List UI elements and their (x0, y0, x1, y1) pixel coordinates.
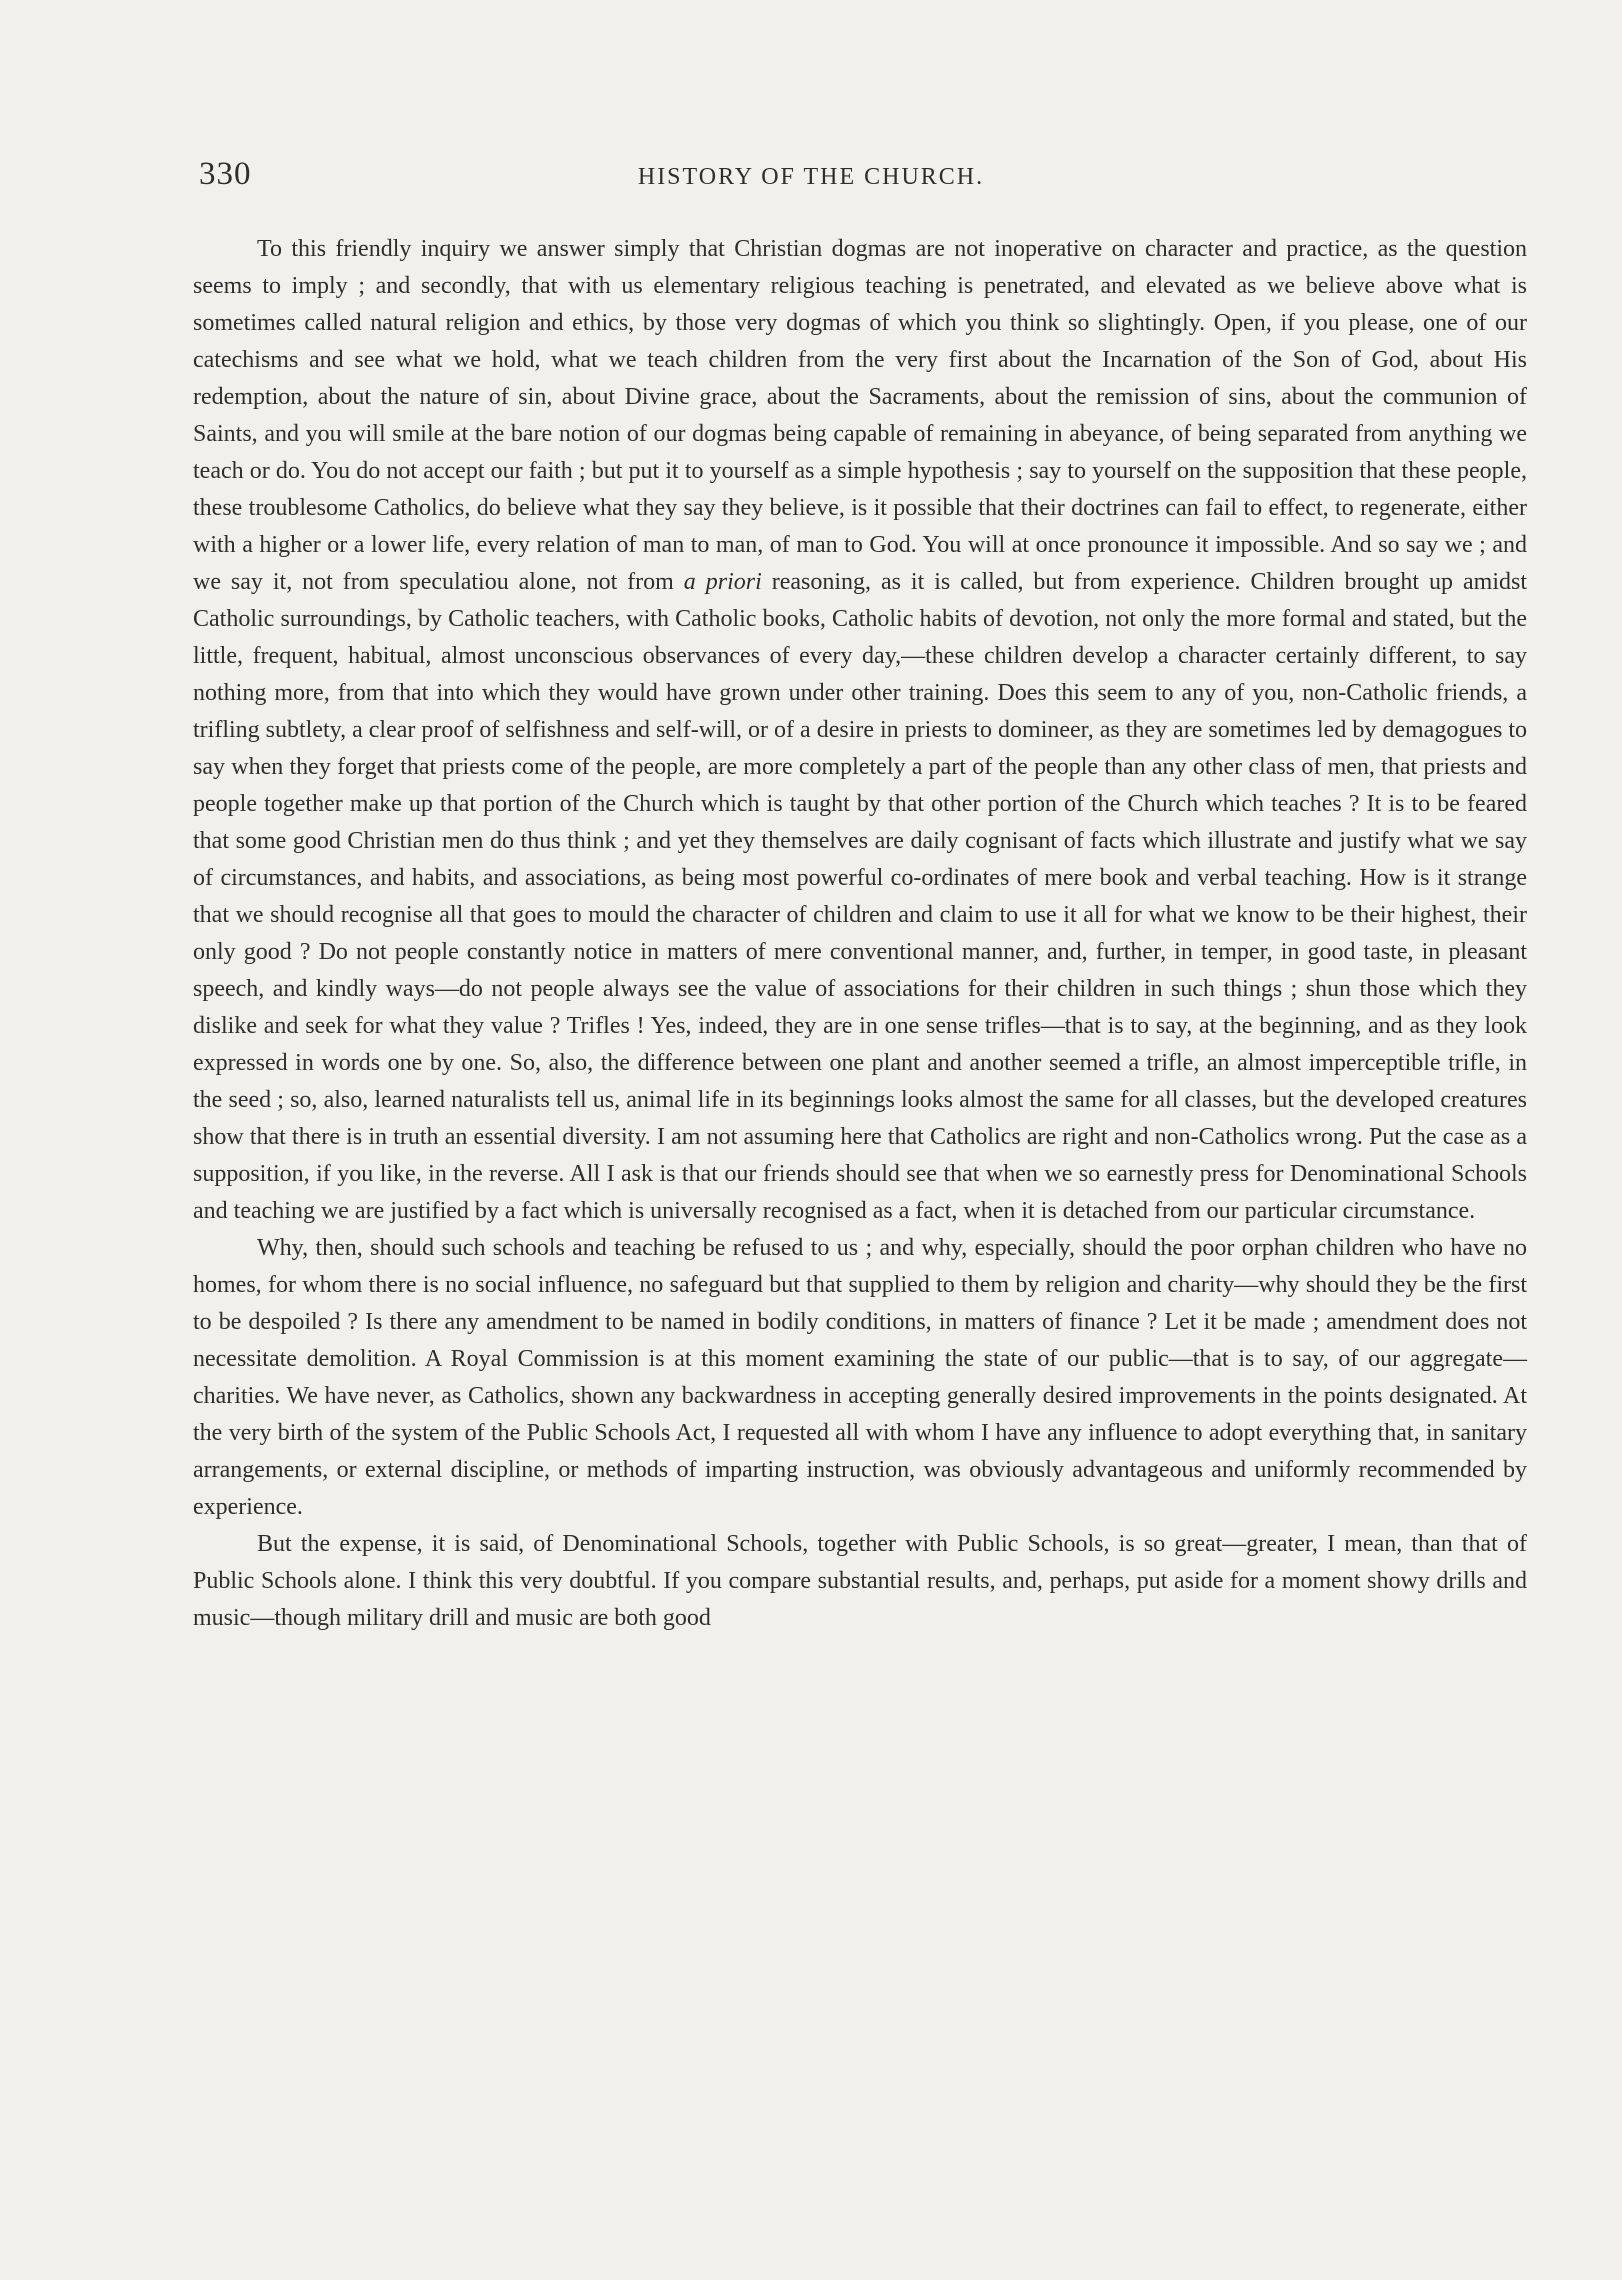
italic-phrase: a priori (683, 569, 762, 595)
paragraph-3: But the expense, it is said, of Denominational Schools, together with Public Schools, is so great—greater, I mean, than that of Public Schools alone. I think this very doubtful. If you compare substantial results, and, perhaps, put aside for a moment showy drills and music—though military drill and music are both good (193, 1531, 1527, 1631)
page-number: 330 (199, 156, 252, 192)
paragraph-1 (193, 231, 1527, 1230)
running-title: HISTORY OF THE CHURCH. (637, 164, 985, 190)
paragraph-1-text-b: reasoning, as it is called, but from experience. Children brought up amidst Catholic surroundings, by Catholic teachers, with Catholic books, Catholic habits of devotion, not only the more formal and stated, but the little, frequent, habitual, almost unconscious observances of every day,—these children develop a character certainly different, to say nothing more, from that into which they would have grown under other training. Does this seem to any of you, non-Catholic friends, a trifling subtlety, a clear proof of selfishness and self-will, or of a desire in priests to domineer, as they are sometimes led by demagogues to say when they forget that priests come of the people, are more completely a part of the people than any other class of men, that priests and people together make up that portion of the Church which is taught by that other portion of the Church which teaches ? It is to be feared that some good Christian men do thus think ; and yet they themselves are daily cognisant of facts which illustrate and justify what we say of circumstances, and habits, and associations, as being most powerful co-ordinates of mere book and verbal teaching. How is it strange that we should recognise all that goes to mould the character of children and claim to use it all for what we know to be their highest, their only good ? Do not people constantly notice in matters of mere conventional manner, and, further, in temper, in good taste, in pleasant speech, and kindly ways—do not people always see the value of associations for their children in such things ; shun those which they dislike and seek for what they value ? Trifles ! Yes, indeed, they are in one sense trifles—that is to say, at the beginning, and as they look expressed in words one by one. So, also, the difference between one plant and another seemed a trifle, an almost imperceptible trifle, in the seed ; so, also, learned naturalists tell us, animal life in its beginnings looks almost the same for all classes, but the developed creatures show that there is in truth an essential diversity. I am not assuming here that Catholics are right and non-Catholics wrong. Put the case as a supposition, if you like, in the reverse. All I ask is that our friends should see that when we so earnestly press for Denominational Schools and teaching we are justified by a fact which is universally recognised as a fact, when it is detached from our particular circumstance. (193, 569, 1528, 1224)
paragraph-1-text-a: To this friendly inquiry we answer simply that Christian dogmas are not inoperative on character and practice, as the question seems to imply ; and secondly, that with us elementary religious teaching is penetrated, and elevated as we believe above what is sometimes called natural religion and ethics, by those very dogmas of which you think so slightingly. Open, if you please, one of our catechisms and see what we hold, what we teach children from the very first about the Incarnation of the Son of God, about His redemption, about the nature of sin, about Divine grace, about the Sacraments, about the remission of sins, about the communion of Saints, and you will smile at the bare notion of our dogmas being capable of remaining in abeyance, of being separated from anything we teach or do. You do not accept our faith ; but put it to yourself as a simple hypothesis ; say to yourself on the supposition that these people, these troublesome Catholics, do believe what they say they believe, is it possible that their doctrines can fail to effect, to regenerate, either with a higher or a lower life, every relation of man to man, of man to God. You will at once pronounce it impossible. And so say we ; and we say it, not from speculatiou alone, not from (193, 236, 1527, 595)
paragraph-2: Why, then, should such schools and teaching be refused to us ; and why, especially, should the poor orphan children who have no homes, for whom there is no social influence, no safeguard but that supplied to them by religion and charity—why should they be the first to be despoiled ? Is there any amendment to be named in bodily conditions, in matters of finance ? Let it be made ; amendment does not necessitate demolition. A Royal Commission is at this moment examining the state of our public—that is to say, of our aggregate—charities. We have never, as Catholics, shown any backwardness in accepting generally desired improvements in the points designated. At the very birth of the system of the Public Schools Act, I requested all with whom I have any influence to adopt everything that, in sanitary arrangements, or external discipline, or methods of imparting instruction, was obviously advantageous and uniformly recommended by experience. (193, 1235, 1527, 1520)
body-text (193, 231, 1527, 1637)
